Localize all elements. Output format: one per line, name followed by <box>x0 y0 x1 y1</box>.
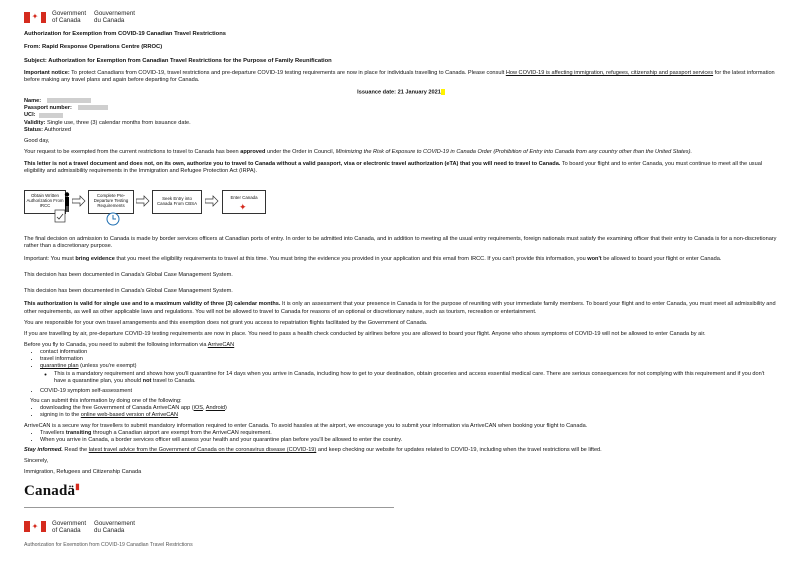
responsibility-paragraph: You are responsible for your own travel arrangements and this exemption does not grant you access to repatriation flights facilitated by the Government of Canada. <box>24 319 428 326</box>
step-obtain-authorization: Obtain Written Authorization From IRCC <box>24 190 66 214</box>
arrow-icon <box>72 195 86 207</box>
document-icon <box>54 209 66 223</box>
letter-title: Authorization for Exemption from COVID-19 Canadian Travel Restrictions <box>24 31 226 37</box>
travel-advice-link[interactable]: latest travel advice from the Government of Canada on the coronavirus disease (COVID-19) <box>88 447 317 454</box>
sincerely: Sincerely, <box>24 458 49 465</box>
documented-paragraph-1: This decision has been documented in Canada's Global Case Management System. <box>24 272 233 279</box>
stay-informed-paragraph: Stay informed. Read the latest travel advice from the Government of Canada on the coronavirus disease (COVID-19) and keep checking our website for updates related to COVID-19, including when the travel restrictions will be lifted. <box>24 447 602 454</box>
signature: Immigration, Refugees and Citizenship Canada <box>24 469 142 476</box>
gov-fr: Gouvernement du Canada <box>94 519 135 534</box>
arrivecan-secure-paragraph: ArriveCAN is a secure way for travellers to submit mandatory information required to enter Canada. To avoid hassles at the airport, we encourage you to submit your information via ArriveCAN when booking your flight to Canada. <box>24 422 588 429</box>
gov-en: Government of Canada <box>52 519 87 534</box>
canada-flag-icon: ✦ <box>24 521 46 532</box>
required-info-list <box>24 349 778 395</box>
evidence-paragraph: Important: You must bring evidence that you meet the eligibility requirements to travel at this time. You must bring the evidence you provided in your application and this email from IRCC. If you can't provide this information, you won't be allowed to board your flight or enter Canada. <box>24 255 722 262</box>
list-item: • COVID-19 symptom self-assessment <box>40 388 778 395</box>
list-item: ◦ This is a mandatory requirement and shows how you'll quarantine for 14 days when you arrive in Canada, including how to get to your destination, obtain groceries and access essential medical care. There are serious consequences for not complying with this requirement and if you don't have a quarantine plan, you should not travel to Canada. <box>54 371 778 385</box>
list-item: • Travellers transiting through a Canadian airport are exempt from the ArriveCAN requirement. <box>40 430 778 437</box>
approval-paragraph: Your request to be exempted from the current restrictions to travel to Canada has been approved under the Order in Council, Minimizing the Risk of Exposure to COVID-19 in Canada Order (Prohibition of Entry into Canada from any country other than the United States). <box>24 149 693 156</box>
entry-steps-diagram <box>24 182 778 230</box>
gov-signature-footer <box>24 516 778 538</box>
arrow-icon <box>136 195 150 207</box>
arrow-icon <box>205 195 219 207</box>
ios-link[interactable]: iOS <box>193 405 203 412</box>
submit-ways-list <box>24 405 778 419</box>
documented-paragraph-2: This decision has been documented in Canada's Global Case Management System. <box>24 288 233 295</box>
divider <box>24 507 394 508</box>
not-travel-document-paragraph: This letter is not a travel document and does not, on its own, authorize you to travel to Canada without a valid passport, visa or electronic travel authorization (eTA) that you will need to travel to Canada. To board your flight and to enter Canada, you must continue to meet all the usual eligibility and admissibility requirements in the Immigration and Refugee Protection Act (IRPA). <box>24 161 763 175</box>
before-fly-line: Before you fly to Canada, you need to submit the following information via ArriveCAN <box>24 341 235 348</box>
maple-leaf-icon: ✦ <box>239 201 247 212</box>
arrivecan-link[interactable]: ArriveCAN <box>207 341 235 348</box>
redacted-passport <box>78 105 108 110</box>
arrivecan-web-link[interactable]: online web-based version of ArriveCAN <box>80 412 179 419</box>
testing-paragraph: If you are travelling by air, pre-departure COVID-19 testing requirements are now in place. You need to pass a health check conducted by airlines before you are allowed to board your flight. Anyone who shows symptoms of COVID-19 will not be allowed to enter Canada by air. <box>24 330 706 337</box>
submit-ways-intro: You can submit this information by doing one of the following: <box>30 398 182 405</box>
step-enter-canada: Enter Canada <box>222 190 266 214</box>
list-item: • quarantine plan (unless you're exempt) ◦ This is a mandatory requirement and shows how you'll quarantine for 14 days when you arrive in Canada, including how to get to your destination, obtain groceries and access essential medical care. There are serious consequences for not complying with this requirement and if you don't have a quarantine plan, you should not travel to Canada. <box>40 363 778 384</box>
wordmark-flag-icon: ▮ <box>75 482 80 492</box>
applicant-fields: Name: Passport number: UCI: Validity: Single use, three (3) calendar months from issuance date. Status: Authorized <box>24 98 191 133</box>
final-decision-paragraph: The final decision on admission to Canada is made by border services officers at Canadian ports of entry. In order to be admitted into Canada, and in addition to meeting all the usual entry requirements, foreign nationals must satisfy the examining officer that their entry to Canada is for a non-discretionary rather than a discretionary purpose. <box>24 235 777 249</box>
issuance-date: Issuance date: 21 January 2021 <box>24 89 778 97</box>
step-seek-entry: Seek Entry into Canada From CBSA <box>152 190 202 214</box>
redacted-uci <box>39 113 63 118</box>
greeting: Good day, <box>24 137 50 144</box>
subject-line: Subject: Authorization for Exemption from Canadian Travel Restrictions for the Purpose of Family Reunification <box>24 57 332 64</box>
list-item: • signing in to the online web-based version of ArriveCAN <box>40 412 778 419</box>
list-item: • downloading the free Government of Canada ArriveCAN app (iOS, Android) <box>40 405 778 412</box>
list-item: • contact information <box>40 349 778 356</box>
validity-paragraph: This authorization is valid for single use and to a maximum validity of three (3) calendar months. It is only an assessment that your presence in Canada is for the purpose of reuniting with your immediate family members. To board your flight and to enter Canada, you must meet all admissibility and other requirements, as well as other applicable laws and regulations. You will not be allowed to travel to Canada for reasons of an optional or discretionary nature, such as tourism, recreation or entertainment. <box>24 301 776 315</box>
canada-wordmark: Canadä▮ <box>24 482 80 500</box>
gov-signature <box>24 6 778 28</box>
list-item: • When you arrive in Canada, a border services officer will assess your health and your quarantine plan before you'll be allowed to enter the country. <box>40 437 778 444</box>
list-item: • travel information <box>40 356 778 363</box>
canada-flag-icon: ✦ <box>24 12 46 23</box>
android-link[interactable]: Android <box>205 405 226 412</box>
covid-immigration-link[interactable]: How COVID-19 is affecting immigration, refugees, citizenship and passport services <box>505 70 714 77</box>
clock-icon <box>106 212 120 226</box>
from-line: From: Rapid Response Operations Centre (RROC) <box>24 44 163 51</box>
gov-en: Government of Canada <box>52 9 87 24</box>
gov-fr: Gouvernement du Canada <box>94 9 135 24</box>
footer-title-truncated: Authorization for Exemption from COVID-19 Canadian Travel Restrictions <box>24 541 193 546</box>
redacted-name <box>47 98 91 103</box>
step-pre-departure-testing: Complete Pre-Departure Testing Requirements <box>88 190 134 214</box>
important-notice: Important notice: To protect Canadians from COVID-19, travel restrictions and pre-departure COVID-19 testing requirements are now in place for individuals travelling to Canada. Please consult How COVID-19 is affecting immigration, refugees, citizenship and passport services for the latest information before making any travel plans and again before departing for Canada. <box>24 70 775 84</box>
transit-list <box>24 430 778 444</box>
quarantine-plan-link[interactable]: quarantine plan <box>40 363 79 370</box>
